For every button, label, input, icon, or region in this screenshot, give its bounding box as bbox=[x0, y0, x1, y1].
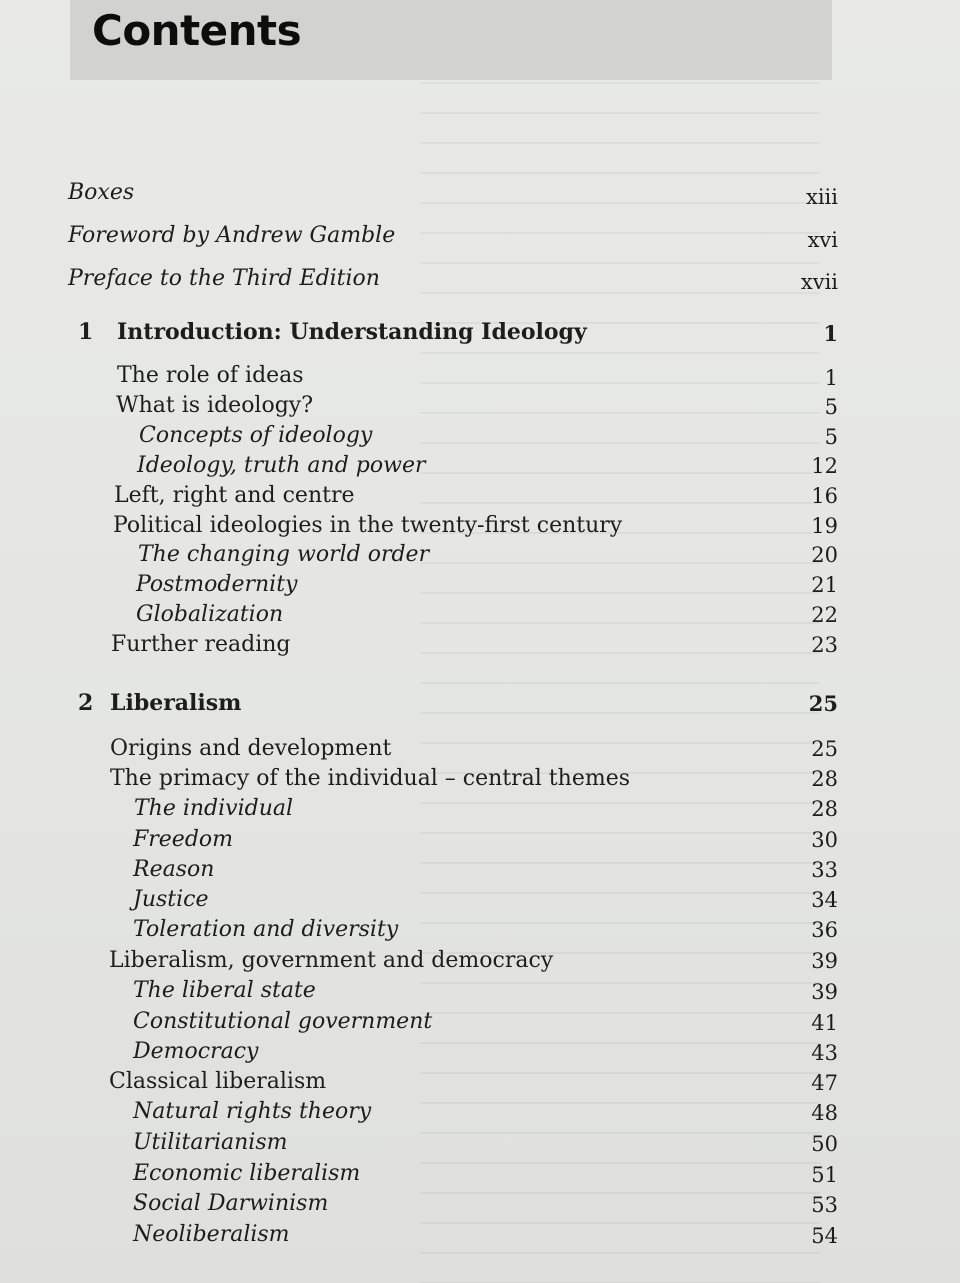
toc-page-number: 5 bbox=[824, 395, 838, 419]
chapter-number: 1 bbox=[78, 319, 94, 345]
toc-page-number: xiii bbox=[806, 185, 838, 209]
toc-label: Economic liberalism bbox=[133, 1161, 361, 1186]
toc-subentry[interactable] bbox=[0, 421, 960, 451]
toc-page-number: 28 bbox=[811, 767, 838, 791]
toc-entry[interactable] bbox=[0, 391, 960, 421]
toc-label: The individual bbox=[134, 796, 294, 821]
toc-subentry[interactable] bbox=[0, 976, 960, 1006]
toc-label: Boxes bbox=[68, 180, 135, 205]
toc-page-number: 5 bbox=[824, 425, 838, 449]
toc-page-number: 19 bbox=[811, 514, 838, 538]
toc-subentry[interactable] bbox=[0, 825, 960, 855]
toc-page-number: 16 bbox=[811, 484, 838, 508]
chapter-title: Liberalism bbox=[110, 690, 242, 716]
toc-label: Reason bbox=[133, 857, 215, 882]
toc-page-number: 34 bbox=[811, 888, 838, 912]
toc-subentry[interactable] bbox=[0, 1007, 960, 1037]
toc-label: Justice bbox=[133, 887, 209, 912]
toc-label: Further reading bbox=[111, 632, 291, 657]
toc-label: Constitutional government bbox=[133, 1009, 433, 1034]
toc-entry[interactable] bbox=[0, 511, 960, 541]
toc-entry-foreword[interactable] bbox=[0, 221, 960, 251]
toc-entry-preface[interactable] bbox=[0, 264, 960, 294]
toc-label: The primacy of the individual – central themes bbox=[110, 766, 631, 791]
toc-label: Democracy bbox=[133, 1039, 259, 1064]
toc-page-number: 36 bbox=[811, 918, 838, 942]
toc-subentry[interactable] bbox=[0, 885, 960, 915]
toc-page-number: 12 bbox=[811, 454, 838, 478]
toc-subentry[interactable] bbox=[0, 540, 960, 570]
toc-page-number: 21 bbox=[811, 573, 838, 597]
toc-page-number: 28 bbox=[811, 797, 838, 821]
toc-page-number: 1 bbox=[823, 321, 838, 346]
toc-page-number: 51 bbox=[811, 1163, 838, 1187]
toc-page-number: 22 bbox=[811, 603, 838, 627]
toc-label: The changing world order bbox=[138, 542, 430, 567]
toc-label: Globalization bbox=[136, 602, 284, 627]
toc-page-number: 48 bbox=[811, 1101, 838, 1125]
toc-label: Concepts of ideology bbox=[139, 423, 373, 448]
toc-page-number: 39 bbox=[811, 980, 838, 1004]
page-title: Contents bbox=[92, 6, 302, 55]
toc-chapter-1[interactable] bbox=[0, 317, 960, 347]
toc-subentry[interactable] bbox=[0, 1037, 960, 1067]
toc-entry[interactable] bbox=[0, 764, 960, 794]
toc-page-number: 23 bbox=[811, 633, 838, 657]
toc-page-number: 50 bbox=[811, 1132, 838, 1156]
toc-subentry[interactable] bbox=[0, 1189, 960, 1219]
toc-label: Preface to the Third Edition bbox=[68, 266, 380, 291]
toc-label: What is ideology? bbox=[116, 393, 314, 418]
toc-entry[interactable] bbox=[0, 630, 960, 660]
toc-label: Origins and development bbox=[110, 736, 392, 761]
toc-label: Foreword by Andrew Gamble bbox=[68, 223, 396, 248]
toc-subentry[interactable] bbox=[0, 600, 960, 630]
toc-chapter-2[interactable] bbox=[0, 688, 960, 718]
toc-subentry[interactable] bbox=[0, 1159, 960, 1189]
toc-label: Postmodernity bbox=[136, 572, 298, 597]
toc-label: Ideology, truth and power bbox=[137, 453, 426, 478]
toc-entry[interactable] bbox=[0, 361, 960, 391]
toc-label: Utilitarianism bbox=[133, 1130, 288, 1155]
toc-page-number: 47 bbox=[811, 1071, 838, 1095]
toc-label: Natural rights theory bbox=[133, 1099, 372, 1124]
toc-page-number: 1 bbox=[824, 366, 838, 390]
toc-subentry[interactable] bbox=[0, 855, 960, 885]
toc-label: Freedom bbox=[133, 827, 234, 852]
toc-page-number: 54 bbox=[811, 1224, 838, 1248]
toc-entry-boxes[interactable] bbox=[0, 178, 960, 208]
toc-label: The role of ideas bbox=[117, 363, 304, 388]
toc-entry[interactable] bbox=[0, 946, 960, 976]
toc-page-number: 20 bbox=[811, 543, 838, 567]
toc-page-number: 30 bbox=[811, 828, 838, 852]
toc-label: Toleration and diversity bbox=[133, 917, 399, 942]
toc-label: Classical liberalism bbox=[109, 1069, 327, 1094]
toc-page-number: 43 bbox=[811, 1041, 838, 1065]
toc-page-number: 33 bbox=[811, 858, 838, 882]
toc-page-number: xvii bbox=[800, 270, 838, 294]
toc-label: Social Darwinism bbox=[133, 1191, 329, 1216]
toc-subentry[interactable] bbox=[0, 1128, 960, 1158]
toc-subentry[interactable] bbox=[0, 1220, 960, 1250]
toc-label: Neoliberalism bbox=[133, 1222, 290, 1247]
toc-subentry[interactable] bbox=[0, 570, 960, 600]
toc-page-number: 25 bbox=[808, 691, 838, 716]
toc-label: Liberalism, government and democracy bbox=[109, 948, 554, 973]
toc-page-number: 39 bbox=[811, 949, 838, 973]
toc-label: Left, right and centre bbox=[114, 483, 355, 508]
toc-subentry[interactable] bbox=[0, 451, 960, 481]
toc-page-number: 53 bbox=[811, 1193, 838, 1217]
toc-page-number: 25 bbox=[811, 737, 838, 761]
toc-subentry[interactable] bbox=[0, 915, 960, 945]
toc-entry[interactable] bbox=[0, 481, 960, 511]
chapter-title: Introduction: Understanding Ideology bbox=[117, 319, 587, 345]
toc-entry[interactable] bbox=[0, 734, 960, 764]
toc-label: The liberal state bbox=[133, 978, 316, 1003]
toc-entry[interactable] bbox=[0, 1067, 960, 1097]
toc-subentry[interactable] bbox=[0, 1097, 960, 1127]
toc-page-number: xvi bbox=[807, 228, 838, 252]
chapter-number: 2 bbox=[78, 690, 94, 716]
toc-page-number: 41 bbox=[811, 1011, 838, 1035]
toc-label: Political ideologies in the twenty-first century bbox=[113, 513, 623, 538]
toc-subentry[interactable] bbox=[0, 794, 960, 824]
